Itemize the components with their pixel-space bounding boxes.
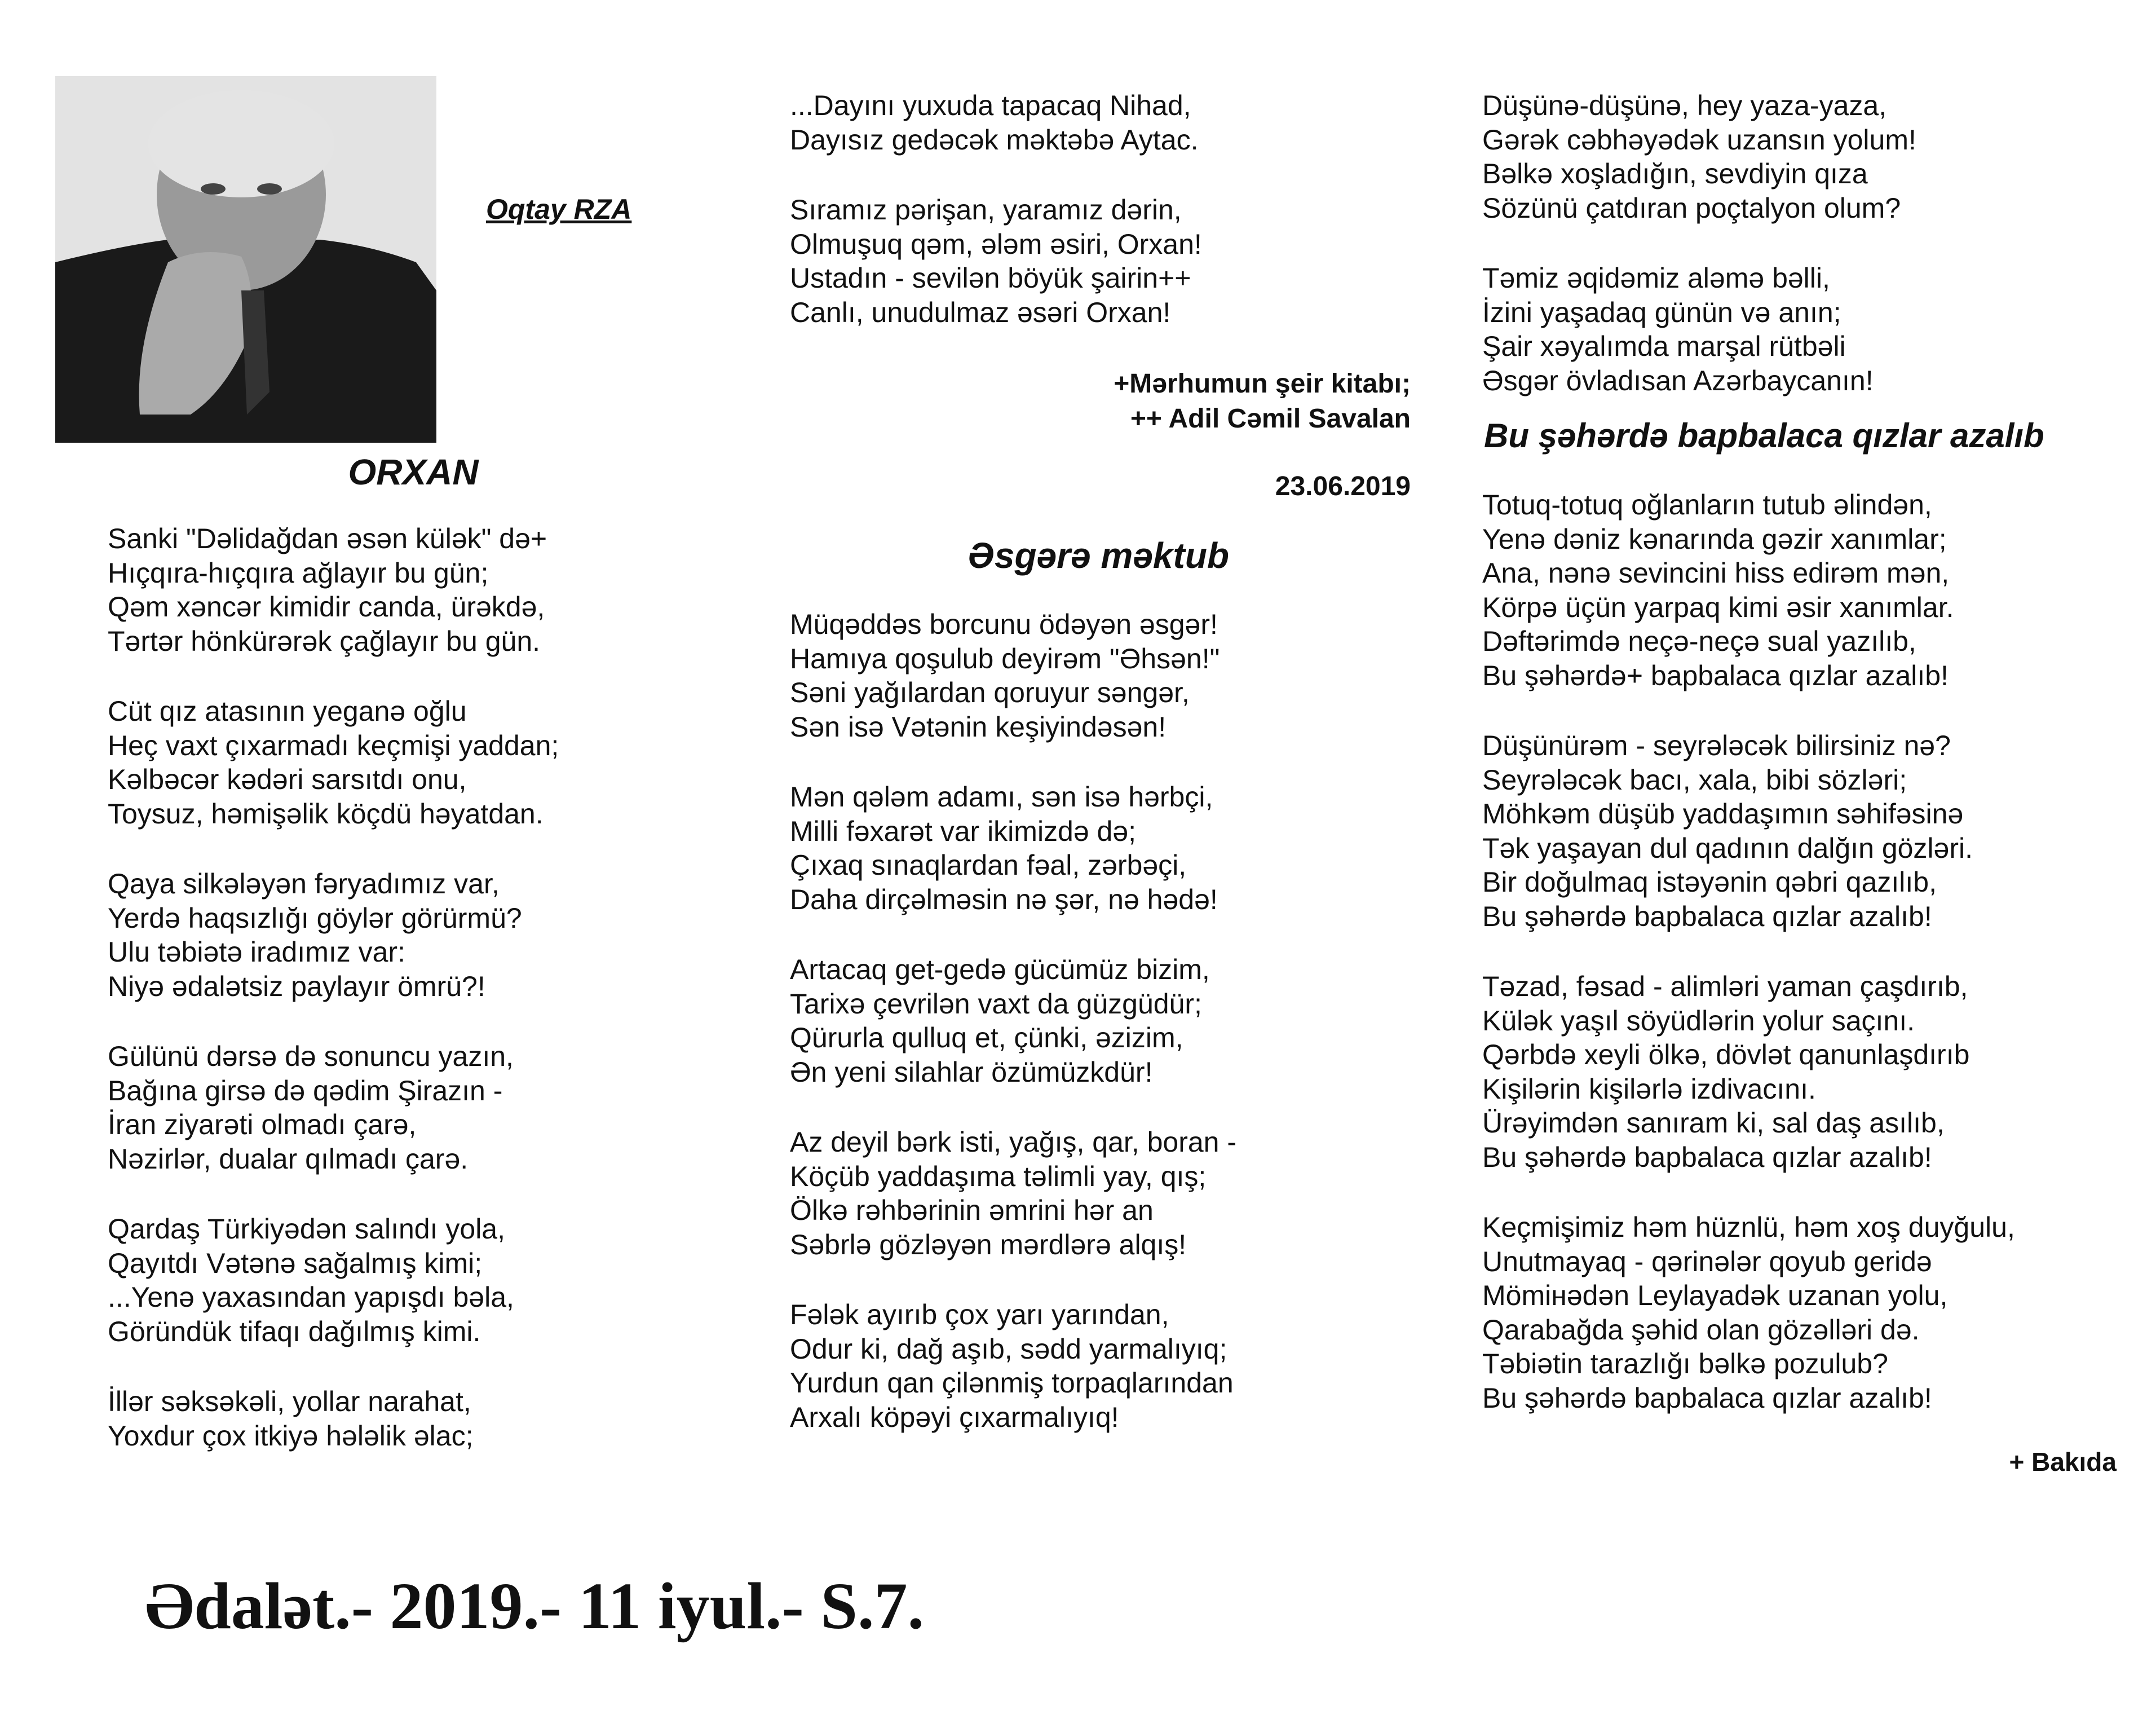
verse-line: Bu şəhərdə bapbalaca qızlar azalıb! [1482,900,1932,932]
stanza [108,1385,559,1453]
verse-line: Fələk ayırıb çox yarı yarından, [790,1299,1169,1330]
verse-line: Şair xəyalımda marşal rütbəli [1482,330,1846,362]
verse-line: Köçüb yaddaşıma təlimli yay, qış; [790,1160,1207,1192]
verse-line: Hamıya qoşulub deyirəm "Əhsən!" [790,642,1220,675]
verse-line: Bəlkə xoşladığın, sevdiyin qıza [1482,158,1868,189]
poem-orxan-continuation [790,89,1202,365]
verse-line: Bu şəhərdə bapbalaca qızlar azalıb! [1482,1141,1932,1173]
verse-line: Bu şəhərdə bapbalaca qızlar azalıb! [1482,1382,1932,1414]
verse-line: Tərtər hönkürərək çağlayır bu gün. [108,625,541,657]
verse-line: İllər səksəkəli, yollar narahat, [108,1386,471,1417]
verse-line: Ölkə rəhbərinin əmrini hər an [790,1194,1154,1226]
verse-line: Qaya silkələyən fəryadımız var, [108,868,500,900]
verse-line: Bağına girsə də qədim Şirazın - [108,1074,503,1107]
footnote: ++ Adil Cəmil Savalan [1130,404,1411,434]
author-name: Oqtay RZA [486,193,632,225]
footnote: +Mərhumun şeir kitabı; [1114,369,1411,399]
verse-line: İran ziyarəti olmadı çarə, [108,1109,417,1140]
verse-line: Səbrlə gözləyən mərdlərə alqış! [790,1228,1187,1260]
verse-line: Ulu təbiətə iradımız var: [108,936,405,968]
poem-esgere-mektub-body [790,607,1236,1470]
stanza [1482,89,1916,225]
verse-line: Qayıtdı Vətənə sağalmış kimi; [108,1247,483,1279]
stanza [790,1298,1236,1434]
verse-line: Külək yaşıl söyüdlərin yolur saçını. [1482,1004,1915,1037]
verse-line: Seyrələcək bacı, xala, bibi sözləri; [1482,764,1907,796]
stanza [108,522,559,658]
verse-line: Toysuz, həmişəlik köçdü həyatdan. [108,797,544,830]
verse-line: Çıxaq sınaqlardan fəal, zərbəçi, [790,849,1187,881]
verse-line: Müqəddəs borcunu ödəyən əsgər! [790,609,1218,640]
verse-line: Sanki "Dəlidağdan əsən külək" də+ [108,523,547,554]
verse-line: Dayısız gedəcək məktəbə Aytac. [790,124,1199,156]
poem-orxan-body [108,522,559,1489]
verse-line: Körpə üçün yarpaq kimi əsir xanımlar. [1482,591,1954,623]
verse-line: ...Yenə yaxasından yapışdı bəla, [108,1281,514,1313]
verse-line: Möhkəm düşüb yaddaşımın səhifəsinə [1482,798,1964,830]
verse-line: Yerdə haqsızlığı göylər görürmü? [108,902,522,934]
verse-line: Keçmişimiz həm hüznlü, həm xoş duyğulu, [1482,1211,2015,1243]
stanza [108,1039,559,1176]
poem-date: 23.06.2019 [1275,471,1411,501]
stanza [1482,1210,2015,1415]
poem-esgere-mektub-continuation [1482,89,1916,434]
verse-line: Dəftərimdə neçə-neçə sual yazılıb, [1482,625,1916,657]
verse-line: Səni yağılardan qoruyur səngər, [790,677,1190,708]
verse-line: Cüt qız atasının yeganə oğlu [108,695,467,727]
verse-line: Qəm xəncər kimidir canda, ürəkdə, [108,591,545,623]
stanza [1482,969,2015,1174]
verse-line: Ən yeni silahlar özümüzkdür! [790,1056,1153,1088]
verse-line: Ana, nənə sevincini hiss edirəm mən, [1482,557,1950,589]
verse-line: Arxalı köpəyi çıxarmalıyıq! [790,1401,1119,1433]
stanza [108,867,559,1003]
verse-line: Nəzirlər, dualar qılmadı çarə. [108,1143,469,1175]
verse-line: Düşünürəm - seyrələcək bilirsiniz nə? [1482,730,1951,761]
verse-line: Təbiətin tarazlığı bəlkə pozulub? [1482,1348,1888,1379]
stanza [1482,729,2015,933]
verse-line: Bir doğulmaq istəyənin qəbri qazılıb, [1482,866,1937,898]
verse-line: Qərbdə xeyli ölkə, dövlət qanunlaşdırıb [1482,1039,1970,1070]
verse-line: Hıçqıra-hıçqıra ağlayır bu gün; [108,557,489,589]
verse-line: Düşünə-düşünə, hey yaza-yaza, [1482,90,1887,121]
poem-bu-seherde-body [1482,488,2015,1451]
stanza [108,694,559,831]
verse-line: Canlı, unudulmaz əsəri Orxan! [790,296,1171,328]
verse-line: Kişilərin kişilərlə izdivacını. [1482,1073,1816,1105]
portrait-icon [55,76,436,443]
verse-line: Heç vaxt çıxarmadı keçmişi yaddan; [108,729,559,761]
verse-line: Olmuşuq qəm, ələm əsiri, Orxan! [790,228,1202,260]
verse-line: Ustadın - sevilən böyük şairin++ [790,262,1191,294]
verse-line: Niyə ədalətsiz paylayır ömrü?! [108,970,485,1002]
verse-line: Yoxdur çox itkiyə hələlik əlac; [108,1420,474,1452]
verse-line: ...Dayını yuxuda tapacaq Nihad, [790,90,1191,121]
verse-line: Kəlbəcər kədəri sarsıtdı onu, [108,764,467,795]
verse-line: Bu şəhərdə+ bapbalaca qızlar azalıb! [1482,659,1949,691]
verse-line: Qürurla qulluq et, çünki, əzizim, [790,1022,1183,1053]
stanza [790,89,1202,157]
verse-line: Mən qələm adamı, sən isə hərbçi, [790,781,1213,813]
verse-line: Tarixə çevrilən vaxt da güzgüdür; [790,988,1202,1020]
verse-line: Göründük tifaqı dağılmış kimi. [108,1315,481,1347]
stanza [790,607,1236,744]
stanza [790,1125,1236,1262]
verse-line: Mömінədən Leylayadək uzanan yolu, [1482,1280,1948,1311]
verse-line: Artacaq get-gedə gücümüz bizim, [790,954,1210,985]
stanza [108,1212,559,1348]
verse-line: Yurdun qan çilənmiş torpaqlarından [790,1367,1234,1399]
stanza [790,780,1236,916]
verse-line: Totuq-totuq oğlanların tutub əlindən, [1482,489,1932,521]
verse-line: Sıramız pərişan, yaramız dərin, [790,194,1182,226]
verse-line: Odur ki, dağ aşıb, sədd yarmalıyıq; [790,1333,1227,1365]
verse-line: Qardaş Türkiyədən salındı yola, [108,1213,506,1245]
poem-title-orxan: ORXAN [348,452,479,492]
verse-line: Daha dirçəlməsin nə şər, nə hədə! [790,883,1218,915]
verse-line: Gülünü dərsə də sonuncu yazın, [108,1041,514,1072]
verse-line: Sən isə Vətənin keşiyindəsən! [790,711,1167,743]
verse-line: İzini yaşadaq günün və anın; [1482,296,1841,328]
verse-line: Az deyil bərk isti, yağış, qar, boran - [790,1126,1237,1158]
verse-line: Gərək cəbhəyədək uzansın yolum! [1482,124,1916,156]
stanza [790,953,1236,1089]
verse-line: Sözünü çatdıran poçtalyon olum? [1482,192,1901,224]
stanza [1482,488,2015,693]
footnotes [1114,367,1411,437]
stanza [1482,261,1916,398]
verse-line: Yenə dəniz kənarında gəzir xanımlar; [1482,523,1947,555]
portrait-photo [55,76,436,443]
footnote-bakida: + Bakıda [2009,1447,2117,1476]
stanza [790,193,1202,329]
poem-title-bu-seherde: Bu şəhərdə bapbalaca qızlar azalıb [1484,417,2044,455]
verse-line: Qarabağda şəhid olan gözəlləri də. [1482,1313,1920,1346]
verse-line: Unutmayaq - qərinələr qoyub geridə [1482,1245,1932,1277]
verse-line: Tək yaşayan dul qadının dalğın gözləri. [1482,832,1973,864]
verse-line: Milli fəxarət var ikimizdə də; [790,815,1137,847]
poem-title-esgere-mektub: Əsgərə məktub [967,535,1229,576]
source-citation: Ədalət.- 2019.- 11 iyul.- S.7. [145,1569,924,1643]
verse-line: Ürəyimdən sanıram ki, sal daş asılıb, [1482,1107,1945,1139]
verse-line: Əsgər övladısan Azərbaycanın! [1482,364,1874,396]
verse-line: Təmiz əqidəmiz aləmə bəlli, [1482,262,1830,294]
verse-line: Təzad, fəsad - alimləri yaman çaşdırıb, [1482,971,1968,1002]
